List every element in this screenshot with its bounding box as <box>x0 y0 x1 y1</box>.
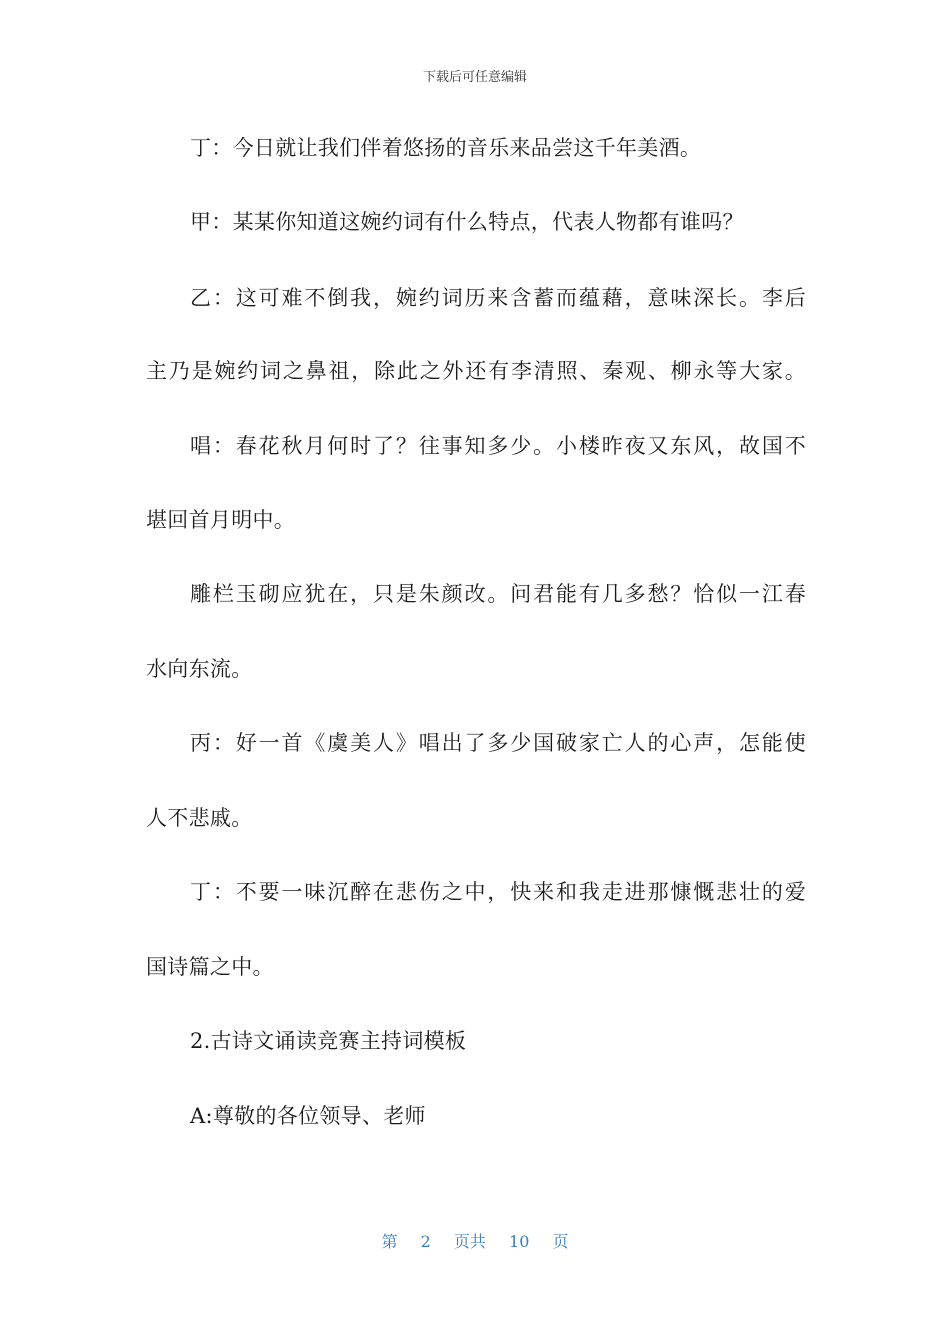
paragraph-line: 人不悲戚。 <box>146 806 253 830</box>
paragraph-line: 水向东流。 <box>146 657 253 681</box>
page-label-suffix: 页 <box>552 1232 569 1251</box>
paragraph-line: 甲：某某你知道这婉约词有什么特点，代表人物都有谁吗？ <box>190 210 744 234</box>
paragraph-line: 雕栏玉砌应犹在，只是朱颜改。问君能有几多愁？恰似一江春 <box>190 582 806 606</box>
paragraph-line: 堪回首月明中。 <box>146 508 296 532</box>
paragraph-line: 国诗篇之中。 <box>146 955 274 979</box>
paragraph-line: 乙：这可难不倒我，婉约词历来含蓄而蕴藉，意味深长。李后 <box>190 286 806 310</box>
paragraph-line: 丁：今日就让我们伴着悠扬的音乐来品尝这千年美酒。 <box>190 136 702 160</box>
paragraph-line: 丙：好一首《虞美人》唱出了多少国破家亡人的心声，怎能使 <box>190 731 806 755</box>
paragraph-line: A:尊敬的各位领导、老师 <box>190 1104 426 1128</box>
paragraph-line: 主乃是婉约词之鼻祖，除此之外还有李清照、秦观、柳永等大家。 <box>146 359 806 383</box>
current-page-number: 2 <box>420 1232 431 1251</box>
page-label-prefix: 第 <box>381 1232 398 1251</box>
total-pages-number: 10 <box>509 1232 530 1251</box>
paragraph-line: 丁：不要一味沉醉在悲伤之中，快来和我走进那慷慨悲壮的爱 <box>190 880 806 904</box>
page-footer <box>0 1229 950 1252</box>
paragraph-line: 唱：春花秋月何时了？往事知多少。小楼昨夜又东风，故国不 <box>190 434 806 458</box>
section-heading: 2.古诗文诵读竞赛主持词模板 <box>190 1029 467 1053</box>
page-header: 下载后可任意编辑 <box>422 70 527 85</box>
page-label-mid: 页共 <box>453 1232 486 1251</box>
